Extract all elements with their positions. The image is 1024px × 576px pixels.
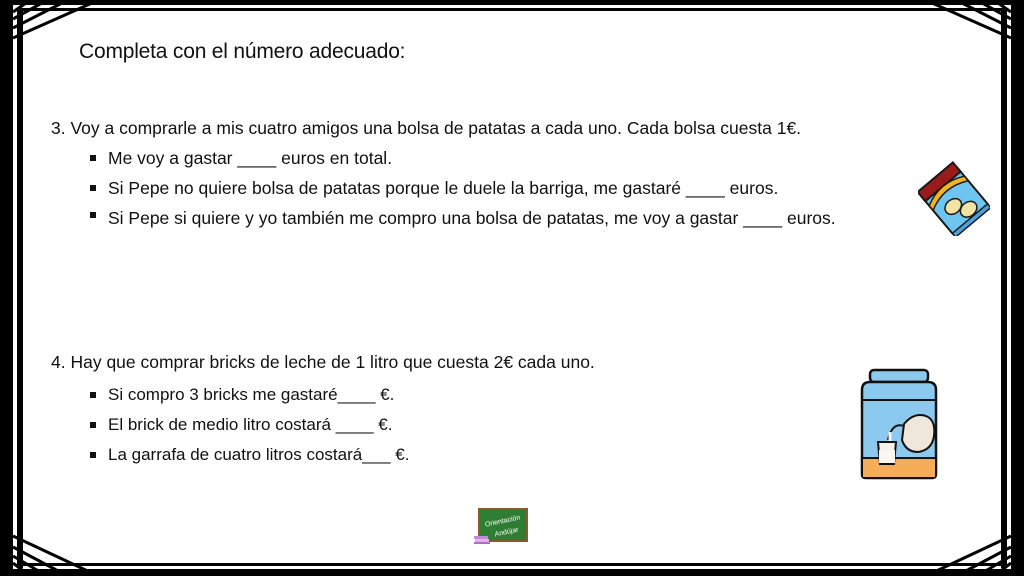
- list-item: El brick de medio litro costará ____ €.: [88, 414, 688, 436]
- question-3-heading: 3. Voy a comprarle a mis cuatro amigos una bolsa de patatas a cada uno. Cada bolsa cuesta 1€.: [51, 118, 802, 138]
- logo-line1: Orientación: [484, 514, 521, 529]
- question-4-heading: 4. Hay que comprar bricks de leche de 1 litro que cuesta 2€ cada uno.: [51, 352, 595, 372]
- list-item: Si compro 3 bricks me gastaré____ €.: [88, 384, 688, 406]
- orientacion-andujar-logo: [474, 506, 530, 546]
- page-title: Completa con el número adecuado:: [79, 40, 406, 63]
- list-item: Si Pepe no quiere bolsa de patatas porque le duele la barriga, me gastaré ____ euros.: [88, 177, 918, 199]
- milk-carton-icon: [856, 366, 942, 482]
- logo-line2: Andújar: [494, 526, 520, 539]
- list-item: Si Pepe si quiere y yo también me compro una bolsa de patatas, me voy a gastar ____ euros.: [88, 204, 908, 232]
- list-item: La garrafa de cuatro litros costará___ €.: [88, 444, 688, 466]
- question-4-list: [88, 384, 688, 474]
- question-3-list: [88, 147, 918, 240]
- chips-bag-icon: [918, 160, 990, 236]
- list-item: Me voy a gastar ____ euros en total.: [88, 147, 918, 169]
